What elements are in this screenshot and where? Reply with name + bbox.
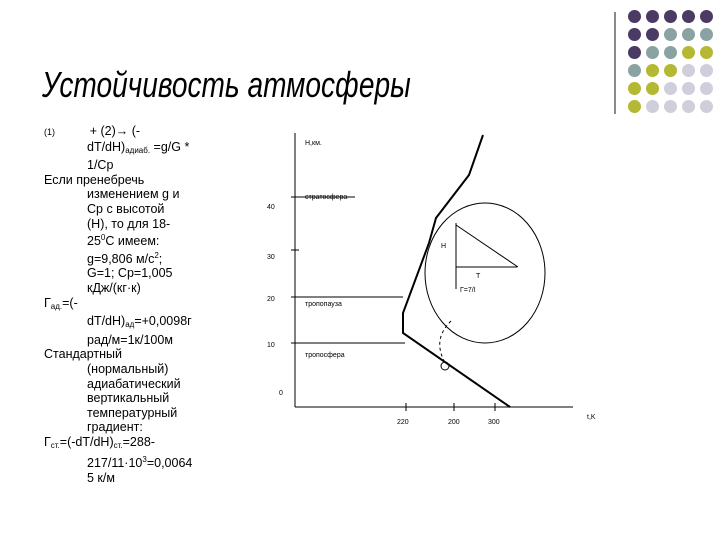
decor-dot xyxy=(628,82,641,95)
decor-dot xyxy=(664,82,677,95)
text-line xyxy=(44,249,274,267)
text-line xyxy=(44,124,274,140)
text-span: g=9,806 м/с xyxy=(87,251,155,266)
text-span: =(-dT/dH) xyxy=(59,434,114,449)
decor-dot xyxy=(646,10,659,23)
stratosphere-label: стратосфера xyxy=(305,194,348,201)
decor-dot xyxy=(664,46,677,59)
text-subscript: ад xyxy=(125,320,135,330)
decor-dot xyxy=(682,100,695,113)
text-span: C имеем: xyxy=(105,234,160,249)
decor-dot xyxy=(700,10,713,23)
text-superscript: 3 xyxy=(142,455,147,465)
decor-dot xyxy=(682,10,695,23)
text-line: адиабатический xyxy=(87,376,181,391)
decor-dot xyxy=(646,100,659,113)
text-line: 5 к/м xyxy=(87,471,115,486)
text-line: изменением g и xyxy=(87,187,180,202)
text-line xyxy=(44,435,274,454)
text-line: температурный xyxy=(87,405,178,420)
decor-dot xyxy=(628,64,641,77)
text-span: 25 xyxy=(87,234,101,249)
text-subscript: адиаб. xyxy=(125,145,151,155)
text-line: G=1; Cp=1,005 xyxy=(87,266,173,281)
decor-dot xyxy=(628,100,641,113)
text-line: Если пренебречь xyxy=(44,172,145,187)
text-line: (H), то для 18- xyxy=(87,216,171,231)
tropopause-label: тропопауза xyxy=(305,301,342,308)
text-line: Cp с высотой xyxy=(87,201,165,216)
decor-dot xyxy=(700,82,713,95)
text-superscript: 2 xyxy=(154,250,159,260)
text-span: + (2)→ (- xyxy=(89,124,141,138)
text-line: вертикальный xyxy=(87,391,170,406)
y-tick-label: 30 xyxy=(267,254,275,261)
text-span: Г xyxy=(44,434,51,449)
decor-dot xyxy=(646,64,659,77)
decor-dot xyxy=(646,46,659,59)
y-tick-label: 20 xyxy=(267,296,275,303)
slide-title: Устойчивость атмосферы xyxy=(42,64,411,105)
text-subscript: ст. xyxy=(113,440,123,450)
y-tick-label: 40 xyxy=(267,204,275,211)
text-line: Стандартный xyxy=(44,347,122,362)
y-tick-label: 10 xyxy=(267,342,275,349)
text-subscript: ст. xyxy=(50,440,60,450)
inset-gradient-line xyxy=(456,225,518,267)
text-span: =+0,0098г xyxy=(134,314,192,329)
decor-dot xyxy=(682,46,695,59)
text-span: =(- xyxy=(62,295,78,310)
text-span: =g/G * xyxy=(150,139,190,154)
decor-dot-grid xyxy=(628,10,720,120)
decor-dot xyxy=(628,28,641,41)
text-superscript: 0 xyxy=(100,233,106,243)
text-line xyxy=(44,231,274,249)
text-span: Г xyxy=(44,295,51,310)
decor-dot xyxy=(646,28,659,41)
equation-number: (1) xyxy=(44,127,55,137)
decor-dot xyxy=(700,28,713,41)
inset-caption: Г=7/I xyxy=(460,287,476,294)
decor-dot xyxy=(646,82,659,95)
inset-x-label: T xyxy=(476,273,481,280)
text-line: рад/м=1к/100м xyxy=(87,332,173,347)
decor-dot xyxy=(628,46,641,59)
text-span: =0,0064 xyxy=(146,456,193,471)
text-line xyxy=(44,296,274,315)
text-line: 1/Cp xyxy=(87,158,114,173)
y-tick-label: 0 xyxy=(279,390,283,397)
y-axis-label: H,км. xyxy=(305,140,322,147)
troposphere-label: тропосфера xyxy=(305,352,345,359)
body-text xyxy=(44,124,274,486)
inset-y-label: H xyxy=(441,243,447,250)
magnifier-circle xyxy=(425,203,545,343)
text-span: 217/11·10 xyxy=(87,456,143,471)
text-line: кДж/(кг·к) xyxy=(87,280,141,295)
x-tick-label: 220 xyxy=(397,419,409,426)
decor-dot xyxy=(664,64,677,77)
text-line xyxy=(44,140,274,159)
decor-dot xyxy=(664,10,677,23)
connector-dashed xyxy=(440,321,451,363)
decor-dot xyxy=(682,28,695,41)
x-tick-label: 200 xyxy=(448,419,460,426)
title-divider xyxy=(614,12,616,114)
x-axis-label: t,K xyxy=(587,414,596,421)
decor-dot xyxy=(700,100,713,113)
text-span: dT/dH) xyxy=(87,139,126,154)
text-line: градиент: xyxy=(87,420,143,435)
text-line xyxy=(44,453,274,471)
decor-dot xyxy=(700,46,713,59)
text-line xyxy=(44,314,274,333)
decor-dot xyxy=(664,28,677,41)
decor-dot xyxy=(682,64,695,77)
decor-dot xyxy=(682,82,695,95)
x-tick-label: 300 xyxy=(488,419,500,426)
decor-dot xyxy=(664,100,677,113)
text-line: (нормальный) xyxy=(87,361,169,376)
text-subscript: ад. xyxy=(50,301,63,311)
text-span: =288- xyxy=(122,434,155,449)
decor-dot xyxy=(700,64,713,77)
decor-dot xyxy=(628,10,641,23)
text-span: ; xyxy=(158,251,163,266)
text-span: dT/dH) xyxy=(87,314,126,329)
temperature-profile-diagram xyxy=(255,125,615,435)
